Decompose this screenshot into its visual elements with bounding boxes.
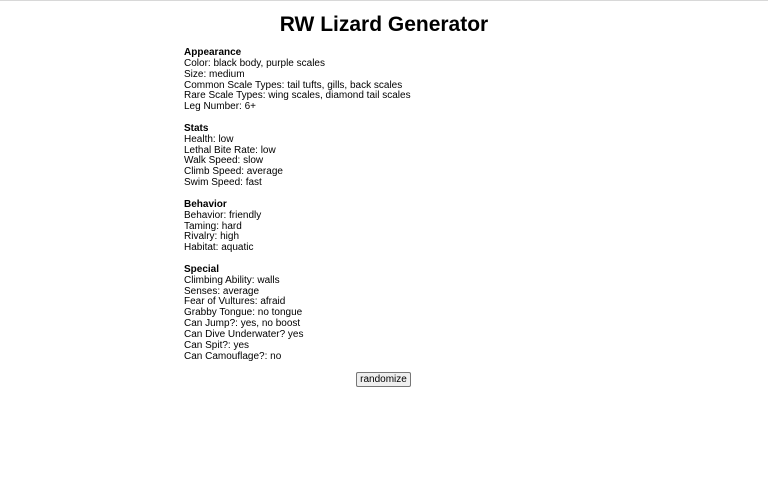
field-swim-speed: Swim Speed: fast: [184, 177, 262, 189]
field-taming: Taming: hard: [184, 220, 242, 232]
field-climbing-ability: Climbing Ability: walls: [184, 274, 280, 286]
field-walk-speed: Walk Speed: slow: [184, 155, 264, 167]
field-senses: Senses: average: [184, 285, 260, 297]
field-rivalry: Rivalry: high: [184, 231, 240, 243]
field-size: Size: medium: [184, 68, 245, 80]
field-fear-of-vultures: Fear of Vultures: afraid: [184, 296, 286, 308]
lizard-details: [184, 48, 411, 362]
field-behavior: Behavior: friendly: [184, 209, 262, 221]
section-behavior: [184, 200, 411, 254]
field-grabby-tongue: Grabby Tongue: no tongue: [184, 307, 303, 319]
field-common-scale-types: Common Scale Types: tail tufts, gills, back scales: [184, 79, 403, 91]
section-appearance: [184, 48, 411, 113]
field-can-camouflage: Can Camouflage?: no: [184, 350, 282, 362]
field-color: Color: black body, purple scales: [184, 57, 325, 69]
page-title: RW Lizard Generator: [279, 13, 489, 36]
field-can-spit: Can Spit?: yes: [184, 339, 250, 351]
field-lethal-bite-rate: Lethal Bite Rate: low: [184, 144, 276, 156]
section-heading: Special: [184, 263, 220, 275]
field-leg-number: Leg Number: 6+: [184, 101, 256, 113]
field-can-jump: Can Jump?: yes, no boost: [184, 318, 301, 330]
section-special: [184, 265, 411, 363]
section-heading: Appearance: [184, 47, 242, 58]
field-can-dive-underwater: Can Dive Underwater? yes: [184, 328, 304, 340]
field-rare-scale-types: Rare Scale Types: wing scales, diamond tail scales: [184, 90, 411, 102]
section-heading: Stats: [184, 122, 209, 134]
section-stats: [184, 124, 411, 189]
field-habitat: Habitat: aquatic: [184, 242, 254, 254]
randomize-button[interactable]: randomize: [356, 372, 411, 387]
field-climb-speed: Climb Speed: average: [184, 166, 283, 178]
section-heading: Behavior: [184, 198, 227, 210]
field-health: Health: low: [184, 133, 234, 145]
